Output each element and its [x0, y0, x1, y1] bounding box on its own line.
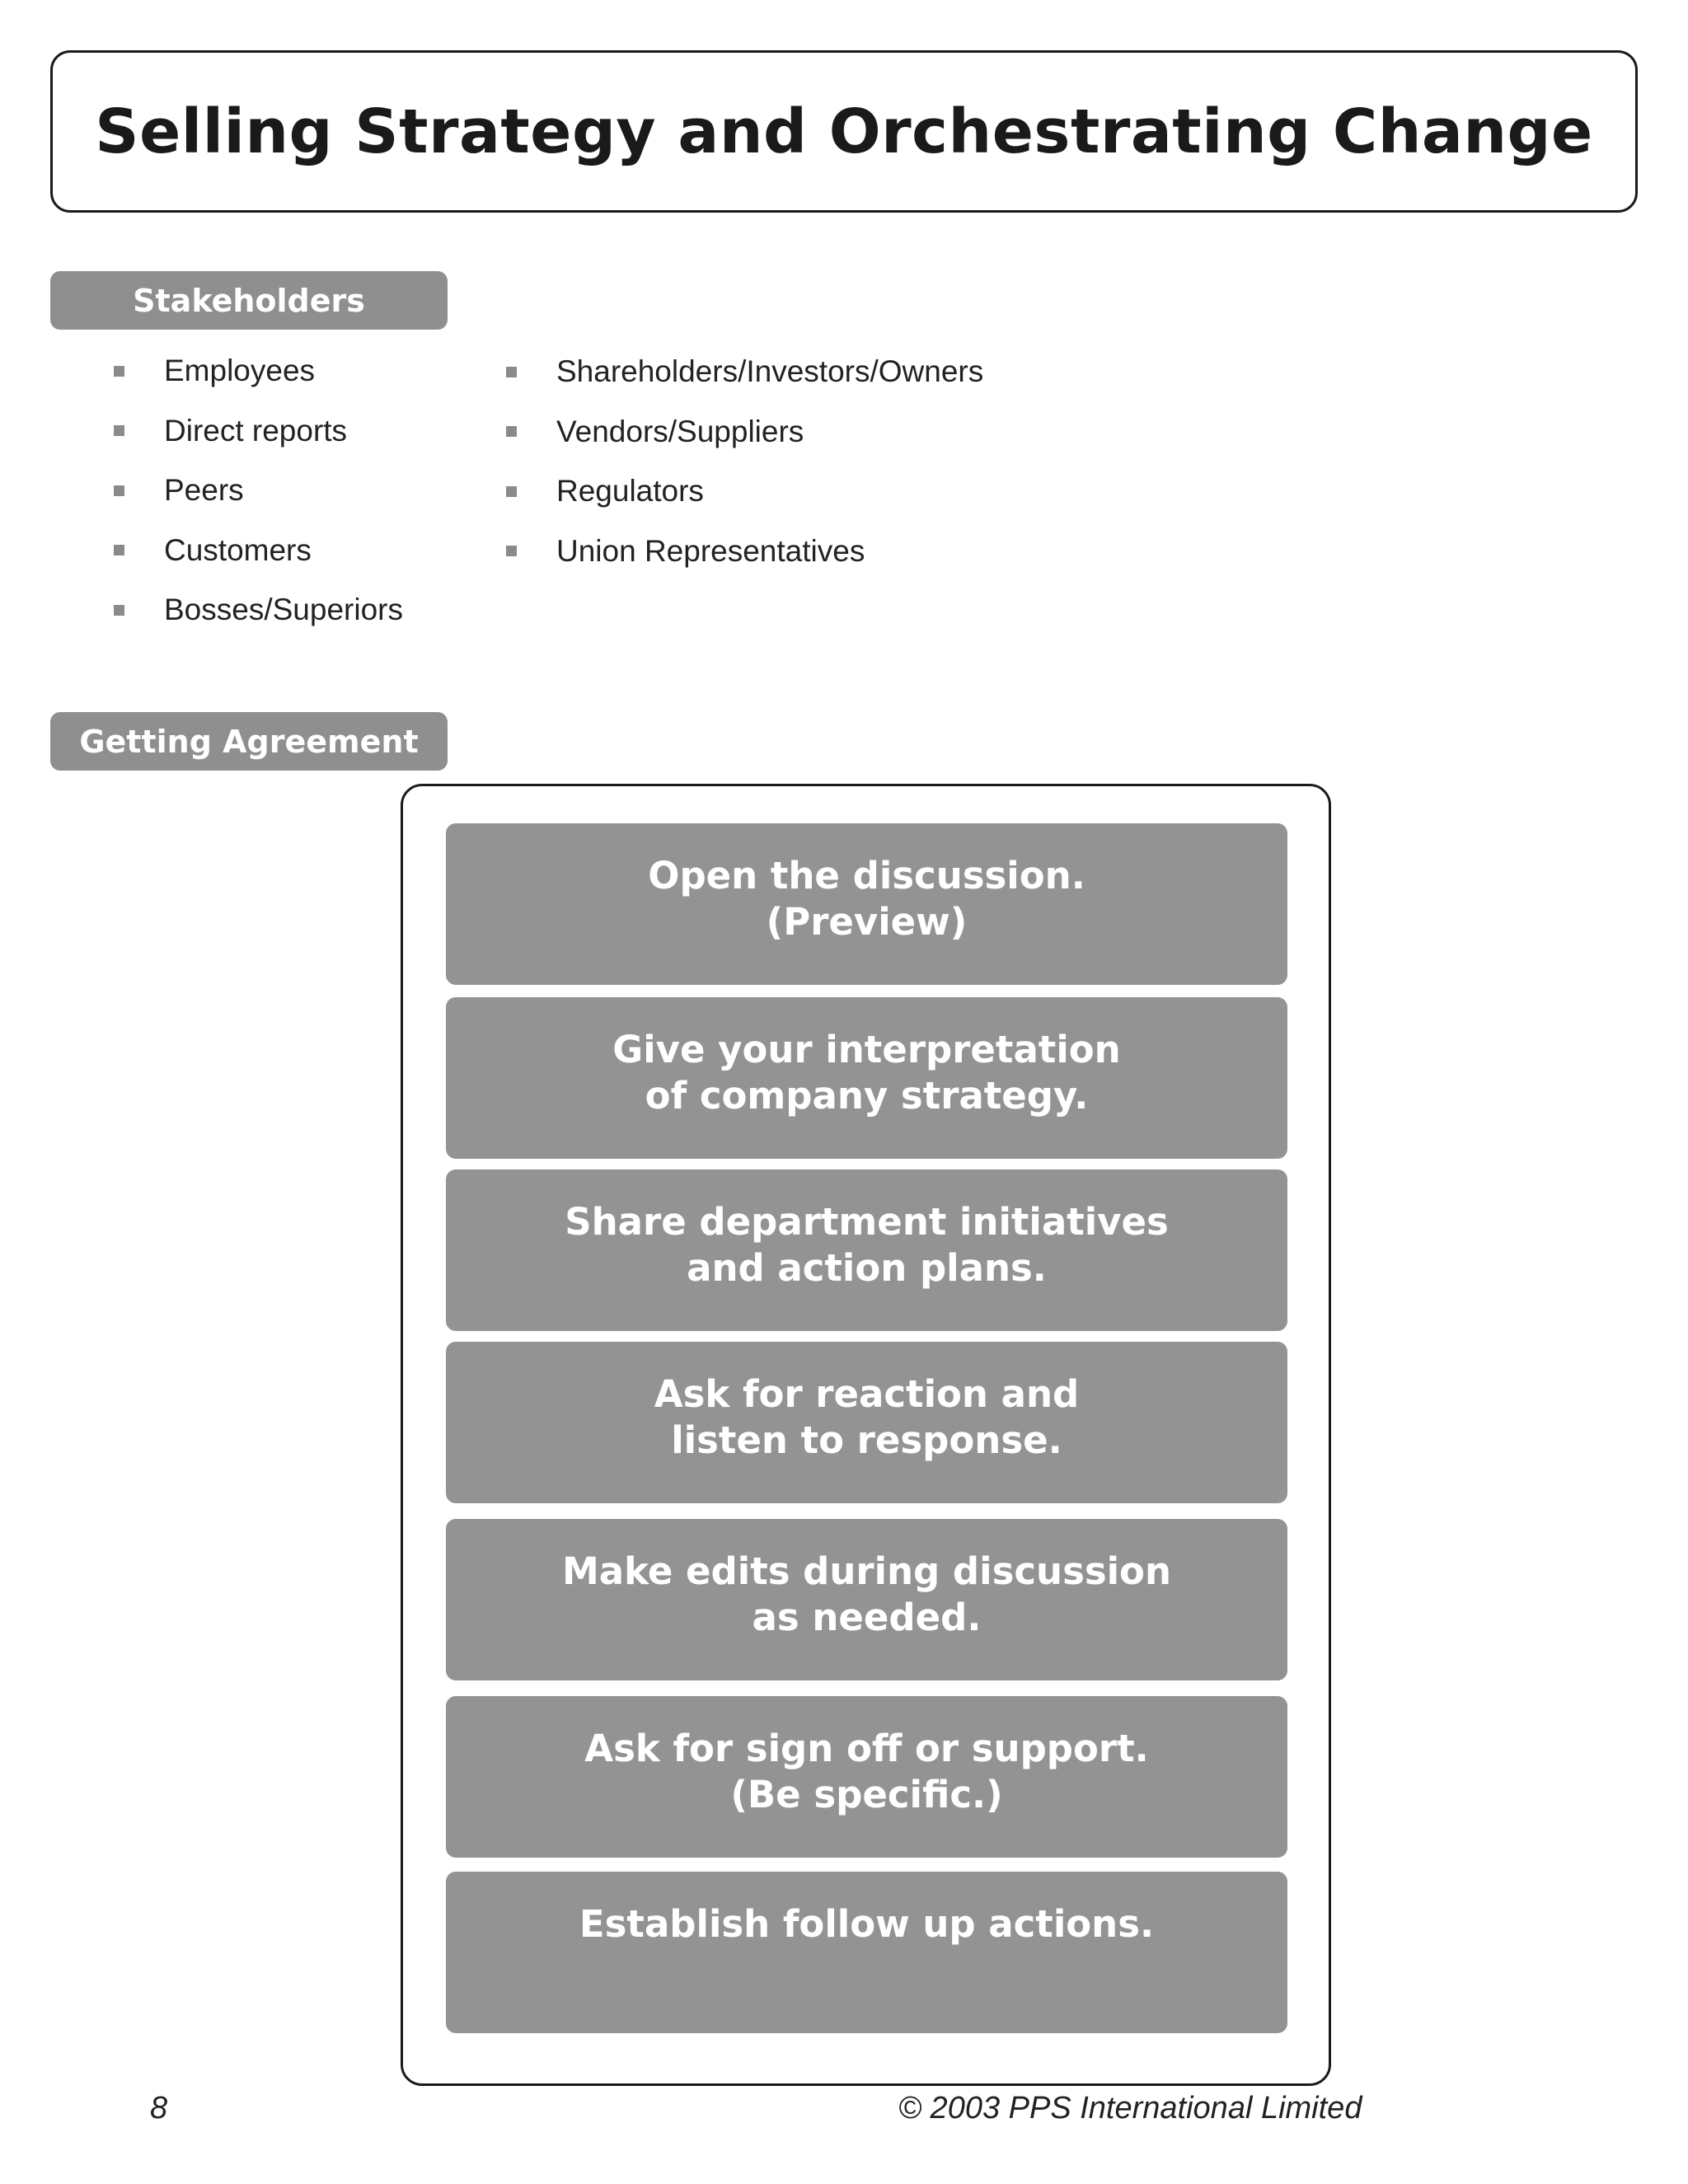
list-item	[114, 521, 403, 581]
step-text: Establish follow up actions.	[579, 1902, 1155, 1946]
list-item	[506, 402, 983, 462]
square-bullet-icon	[506, 486, 517, 497]
step-text: Make edits during discussion as needed.	[561, 1549, 1172, 1639]
stakeholders-label-text: Stakeholders	[133, 282, 365, 319]
square-bullet-icon	[114, 485, 124, 496]
square-bullet-icon	[506, 367, 517, 377]
agreement-step	[446, 997, 1287, 1159]
stakeholders-list-left	[114, 341, 403, 640]
step-text: Ask for reaction and listen to response.	[654, 1372, 1080, 1462]
square-bullet-icon	[114, 366, 124, 377]
step-text: Share department initiatives and action plans.	[565, 1200, 1169, 1290]
list-item	[114, 341, 403, 401]
copyright-notice: © 2003 PPS International Limited	[898, 2091, 1362, 2125]
square-bullet-icon	[114, 425, 124, 436]
stakeholder-item: Bosses/Superiors	[164, 593, 403, 627]
stakeholder-item: Employees	[164, 354, 316, 388]
agreement-step	[446, 1872, 1287, 2033]
agreement-steps-frame	[401, 784, 1331, 2086]
agreement-step	[446, 1342, 1287, 1503]
list-item	[506, 462, 983, 522]
step-text: Give your interpretation of company strategy.	[612, 1028, 1121, 1118]
agreement-step	[446, 1169, 1287, 1331]
list-item	[114, 401, 403, 462]
page-number: 8	[150, 2091, 168, 2125]
list-item	[506, 522, 983, 582]
stakeholder-item: Customers	[164, 532, 312, 567]
title-box	[50, 50, 1638, 213]
square-bullet-icon	[114, 545, 124, 555]
square-bullet-icon	[506, 546, 517, 556]
list-item	[114, 461, 403, 521]
agreement-step	[446, 1519, 1287, 1680]
agreement-step	[446, 823, 1287, 985]
step-text: Open the discussion. (Preview)	[648, 854, 1085, 944]
list-item	[114, 580, 403, 640]
step-text: Ask for sign off or support. (Be specific.)	[584, 1727, 1149, 1816]
stakeholder-item: Vendors/Suppliers	[556, 414, 804, 448]
square-bullet-icon	[506, 426, 517, 437]
stakeholder-item: Shareholders/Investors/Owners	[556, 354, 984, 389]
agreement-step	[446, 1696, 1287, 1858]
square-bullet-icon	[114, 605, 124, 616]
stakeholder-item: Regulators	[556, 474, 704, 509]
getting-agreement-label-text: Getting Agreement	[79, 723, 419, 760]
stakeholder-item: Union Representatives	[556, 533, 865, 568]
stakeholder-item: Peers	[164, 473, 244, 508]
page-title: Selling Strategy and Orchestrating Change	[95, 96, 1593, 167]
list-item	[506, 342, 983, 402]
stakeholder-item: Direct reports	[164, 413, 348, 448]
stakeholders-list-right	[506, 342, 983, 581]
stakeholders-section-label	[50, 271, 448, 330]
getting-agreement-section-label	[50, 712, 448, 771]
